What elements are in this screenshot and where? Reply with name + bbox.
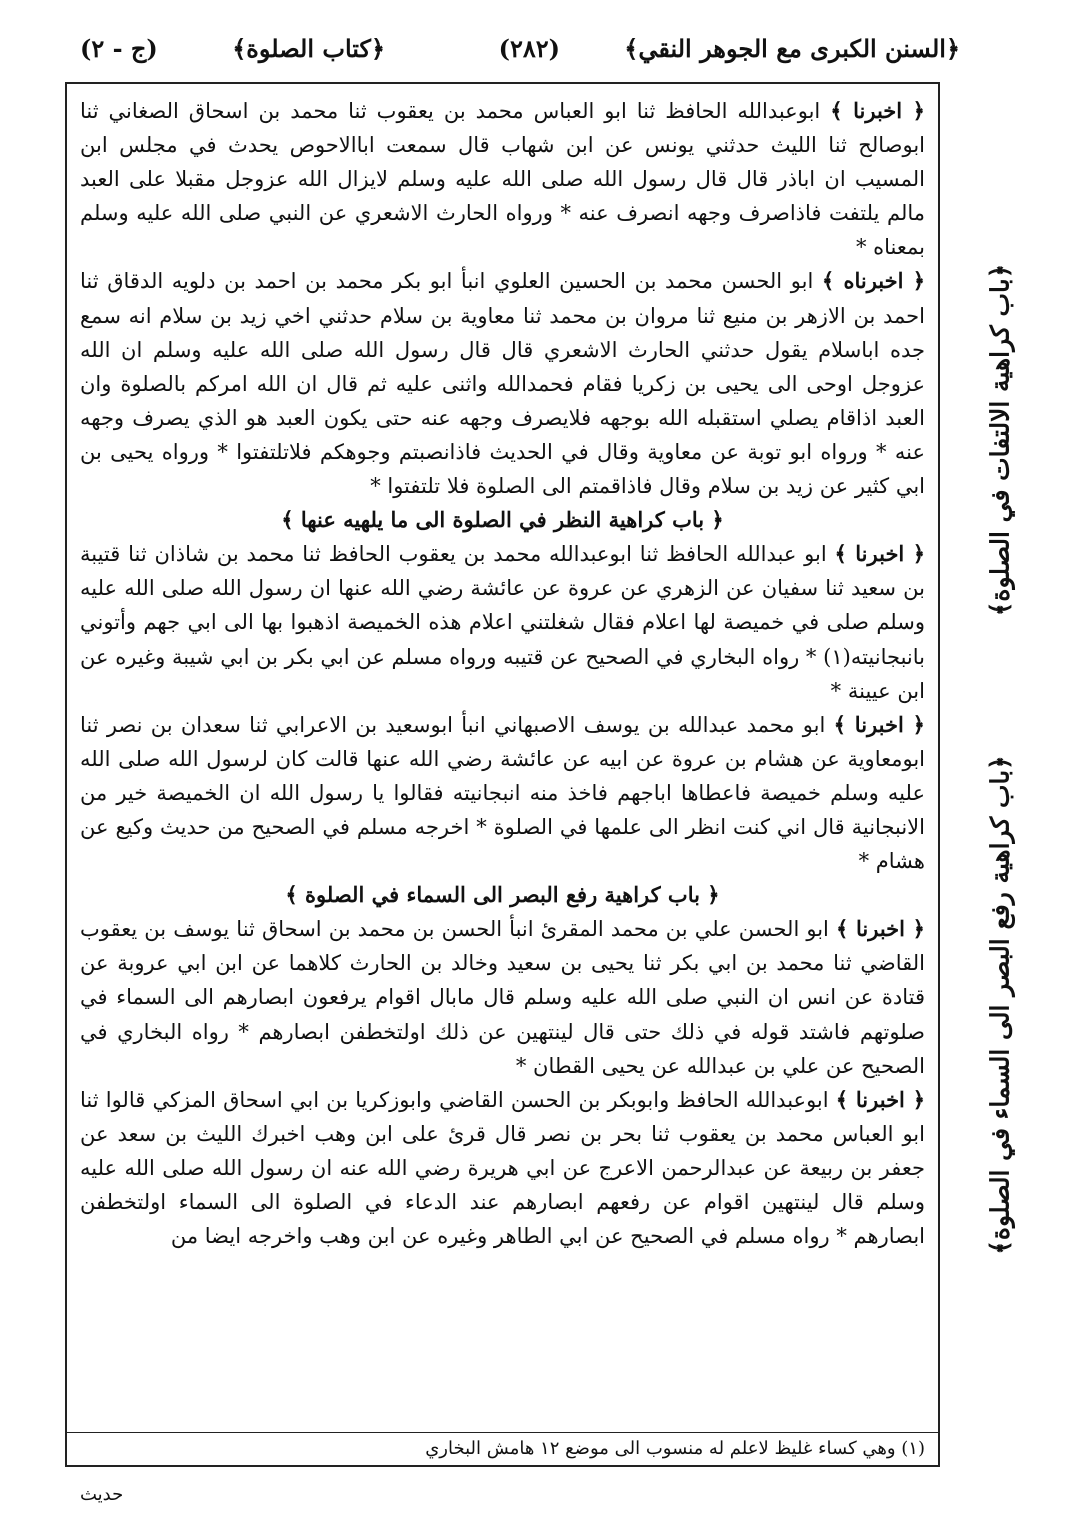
akhbarana-tag: ﴿ اخبرنا ﴾ xyxy=(834,541,925,567)
footnote: (١) وهي كساء غليظ لاعلم له منسوب الى موضع ١٢ هامش البخاري xyxy=(425,1438,925,1459)
margin-heading: ﴿باب كراهية الالتفات في الصلوة﴾ xyxy=(985,263,1015,617)
hadith-paragraph xyxy=(80,94,925,264)
akhbarana-tag: ﴿ اخبرنا ﴾ xyxy=(833,711,925,737)
hadith-text: ابو الحسن علي بن محمد المقرئ انبأ الحسن بن محمد بن اسحاق ثنا يوسف بن يعقوب القاضي ثنا محمد بن ابي بكر ثنا يحيى بن سعيد وخالد بن الحارث كلاهما عن ابن ابي عروبة عن قتادة عن انس ان النبي صلى الله عليه وسلم قال مابال اقوام يرفعون ابصارهم الى السماء في صلوتهم فاشتد قوله في ذلك حتى قال لينتهين عن ذلك اولتخطفن ابصارهم * رواه البخاري في الصحيح عن علي بن عبدالله عن يحيى القطان * xyxy=(80,917,925,1078)
hadith-paragraph xyxy=(80,1083,925,1253)
akhbarana-tag: ﴿ اخبرنا ﴾ xyxy=(835,1086,926,1112)
hadith-paragraph xyxy=(80,264,925,503)
akhbarana-tag: ﴿ اخبرنا ﴾ xyxy=(835,916,925,942)
page-number: (٢٨٢) xyxy=(498,34,560,63)
chapter-title: ﴿كتاب الصلوة﴾ xyxy=(232,34,385,63)
main-text xyxy=(80,94,925,1253)
akhbarana-tag: ﴿ اخبرنا ﴾ xyxy=(830,98,925,123)
hadith-text: ابوعبدالله الحافظ ثنا ابو العباس محمد بن يعقوب ثنا محمد بن اسحاق الصغاني ثنا ابوصالح ثنا الليث حدثني يونس عن ابن شهاب قال سمعت اباالاحوص يحدث في مجلس ابن المسيب ان اباذر قال قال رسول الله صلى الله عليه وسلم لايزال الله عزوجل مقبلا على العبد مالم يلتفت فاذاصرف وجهه انصرف عنه * ورواه الحارث الاشعري عن النبي صلى الله عليه وسلم بمعناه * xyxy=(80,99,925,260)
hadith-text: ابو الحسن محمد بن الحسين العلوي انبأ ابو بكر محمد بن احمد بن دلويه الدقاق ثنا احمد بن الازهر بن منيع ثنا مروان بن محمد ثنا معاوية بن سلام حدثني اخي زيد بن سلام انه سمع جده اباسلام يقول حدثني الحارث الاشعري قال قال رسول الله صلى الله عليه وسلم ان الله عزوجل اوحى الى يحيى بن زكريا فقام فحمدالله واثنى عليه ثم قال ان الله امركم بالصلوة وان العبد اذاقام يصلي استقبله الله بوجهه فلايصرف وجهه عنه حتى يكون العبد هو الذي يصرف وجهه عنه * ورواه ابو توبة عن معاوية وقال في الحديث فاذانصبتم وجوهكم فلاتلتفتوا * ورواه يحيى بن ابي كثير عن زيد بن سلام وقال فاذاقمتم الى الصلوة فلا تلتفتوا * xyxy=(80,269,925,499)
page-header xyxy=(80,34,960,70)
hadith-paragraph xyxy=(80,537,925,707)
hadith-text: ابو عبدالله الحافظ ثنا ابوعبدالله محمد بن يعقوب الحافظ ثنا محمد بن شاذان ثنا قتيبة بن سعيد ثنا سفيان عن الزهري عن عروة عن عائشة رضي الله عنها ان رسول الله صلى الله عليه وسلم صلى في خميصة لها اعلام فقال شغلتني اعلام هذه الخميصة اذهبوا بها الى ابي جهم وأتوني بانبجانيته(١) * رواه البخاري في الصحيح عن قتيبه ورواه مسلم عن ابي بكر بن ابي شيبة وغيره عن ابن عيينة * xyxy=(80,542,925,703)
chapter-heading: ﴿ باب كراهية رفع البصر الى السماء في الصلوة ﴾ xyxy=(285,882,720,908)
footnote-divider xyxy=(65,1432,940,1433)
catchword: حديث xyxy=(80,1484,124,1505)
hadith-paragraph xyxy=(80,912,925,1082)
margin-heading: ﴿باب كراهية رفع البصر الى السماء في الصلوة﴾ xyxy=(985,755,1015,1255)
volume-number: (ج - ٢) xyxy=(80,34,158,63)
chapter-heading: ﴿ باب كراهية النظر في الصلوة الى ما يلهيه عنها ﴾ xyxy=(281,507,724,533)
akhbarana-tag: ﴿ اخبرناه ﴾ xyxy=(821,268,926,294)
hadith-text: ابوعبدالله الحافظ وابوبكر بن الحسن القاضي وابوزكريا بن ابي اسحاق المزكي قالوا ثنا ابو العباس محمد بن يعقوب ثنا بحر بن نصر قال قرئ على ابن وهب اخبرك الليث بن سعد عن جعفر بن ربيعة عن عبدالرحمن الاعرج عن ابي هريرة رضي الله عنه ان رسول الله صلى الله عليه وسلم قال لينتهين اقوام عن رفعهم ابصارهم عند الدعاء في الصلوة الى السماء اولتخطفن ابصارهم * رواه مسلم في الصحيح عن ابي الطاهر وغيره عن ابن وهب واخرجه ايضا من xyxy=(80,1087,925,1249)
hadith-text: ابو محمد عبدالله بن يوسف الاصبهاني انبأ ابوسعيد بن الاعرابي ثنا سعدان بن نصر ثنا ابومعاوية عن هشام بن عروة عن ابيه عن عائشة رضي الله عنها قالت كان لرسول الله صلى الله عليه وسلم خميصة فاعطاها اباجهم فاخذ منه انبجانيته فقالوا يا رسول الله ان الخميصة خير من الانبجانية قال اني كنت انظر الى علمها في الصلوة * اخرجه مسلم في الصحيح من حديث وكيع عن هشام * xyxy=(80,712,925,874)
hadith-paragraph xyxy=(80,708,925,878)
book-title: ﴿السنن الكبرى مع الجوهر النقي﴾ xyxy=(624,34,960,63)
